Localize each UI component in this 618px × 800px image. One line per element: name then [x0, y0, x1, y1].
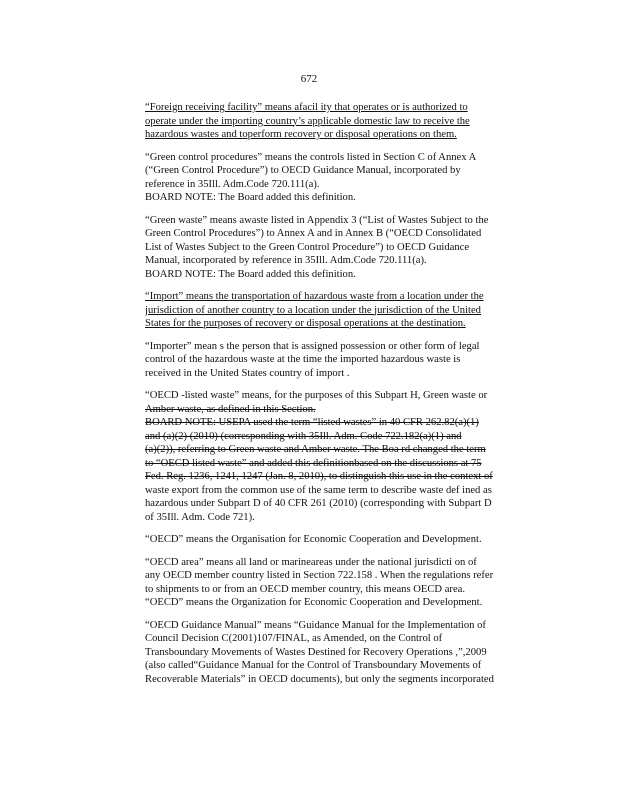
inserted-text-line: “Foreign receiving facility” means afacil ity that operates or is authorized to	[145, 102, 468, 113]
inserted-text-line: “Import” means the transportation of hazardous waste from a location under the	[145, 291, 484, 302]
text-line: (“Green Control Procedure”) to OECD Guidance Manual, incorporated by	[145, 165, 461, 176]
inserted-text-line: jurisdiction of another country to a location under the jurisdiction of the United	[145, 304, 481, 316]
text-line: “OECD Guidance Manual” means “Guidance Manual for the Implementation of	[145, 619, 486, 631]
text-line: Transboundary Movements of Wastes Destined for Recovery Operations ,”,2009	[145, 646, 487, 658]
text-line: Manual, incorporated by reference in 35Ill. Adm.Code 720.111(a).	[145, 255, 427, 266]
text-line: “OECD” means the Organisation for Economic Cooperation and Development.	[145, 534, 482, 545]
text-line: “OECD” means the Organization for Economic Cooperation and Development.	[145, 597, 483, 608]
deleted-text-line: Amber waste, as defined in this Section.	[145, 403, 316, 415]
paragraph	[145, 533, 533, 547]
inserted-text-line: operate under the importing country’s applicable domestic law to receive the	[145, 115, 470, 127]
text-line: of 35Ill. Adm. Code 721).	[145, 511, 255, 523]
text-line: control of the hazardous waste at the time the imported hazardous waste is	[145, 354, 461, 365]
deleted-text-line: and (a)(2) (2010) (corresponding with 35Ill. Adm. Code 722.182(a)(1) and	[145, 430, 462, 442]
inserted-text-line: States for the purposes of recovery or disposal operations at the destination.	[145, 318, 466, 329]
text-line: hazardous under Subpart D of 40 CFR 261 (2010) (corresponding with Subpart D	[145, 498, 492, 509]
paragraph	[145, 619, 533, 687]
text-line: (also called“Guidance Manual for the Control of Transboundary Movements of	[145, 660, 482, 671]
paragraph	[145, 389, 533, 524]
text-line: List of Wastes Subject to the Green Control Procedure”) to OECD Guidance	[145, 241, 470, 253]
text-line: Recoverable Materials” in OECD documents), but only the segments incorporated	[145, 673, 494, 685]
text-line: waste export from the common use of the same term to describe waste def ined as	[145, 484, 492, 496]
text-line: Council Decision C(2001)107/FINAL, as Amended, on the Control of	[145, 633, 443, 644]
text-line: Green Control Procedures”) to Annex A and in Annex B (“OECD Consolidated	[145, 228, 482, 239]
text-line: “Green waste” means awaste listed in Appendix 3 (“List of Wastes Subject to the	[145, 214, 489, 226]
text-line: reference in 35Ill. Adm.Code 720.111(a).	[145, 178, 320, 190]
deleted-text-line: to “OECD listed waste” and added this definitionbased on the discussions at 75	[145, 457, 482, 469]
paragraph	[145, 340, 533, 381]
text-line: “OECD area” means all land or marineareas under the national jurisdicti on of	[145, 556, 477, 568]
text-line: to shipments to or from an OECD member country, this means OECD area.	[145, 583, 466, 595]
paragraph	[145, 556, 533, 610]
text-line: any OECD member country listed in Section 722.158 . When the regulations refer	[145, 570, 494, 581]
document-body	[145, 101, 533, 695]
inserted-text-line: hazardous wastes and toperform recovery or disposal operations on them.	[145, 129, 457, 140]
text-line: received in the United States country of import .	[145, 367, 350, 379]
text-line: BOARD NOTE: The Board added this definition.	[145, 268, 356, 280]
paragraph	[145, 214, 533, 282]
text-line: BOARD NOTE: The Board added this definition.	[145, 192, 356, 203]
paragraph	[145, 290, 533, 331]
paragraph	[145, 151, 533, 205]
paragraph	[145, 101, 533, 142]
text-line: “Importer” mean s the person that is assigned possession or other form of legal	[145, 340, 480, 352]
deleted-text-line: (a)(2)), referring to Green waste and Amber waste. The Boa rd changed the term	[145, 444, 486, 455]
text-line: “OECD -listed waste” means, for the purposes of this Subpart H, Green waste or	[145, 390, 488, 401]
deleted-text-line: Fed. Reg. 1236, 1241, 1247 (Jan. 8, 2010), to distinguish this use in the context of	[145, 471, 493, 482]
page-number: 672	[300, 73, 318, 85]
deleted-text-line: BOARD NOTE: USEPA used the term “listed wastes” in 40 CFR 262.82(a)(1)	[145, 417, 479, 428]
text-line: “Green control procedures” means the controls listed in Section C of Annex A	[145, 151, 477, 163]
